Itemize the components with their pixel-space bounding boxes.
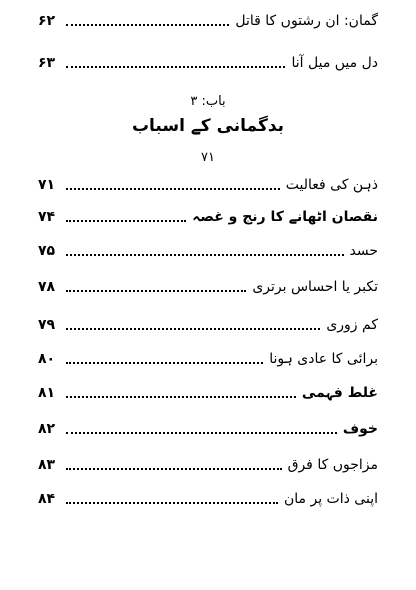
toc-entry-page: ۸۴ [38, 491, 56, 507]
dot-leader [66, 188, 280, 190]
toc-entry [38, 452, 378, 474]
toc-entry-title: مزاجوں کا فرق [287, 457, 378, 473]
toc-entry-page: ۸۱ [38, 385, 56, 401]
toc-entry [38, 204, 378, 226]
toc-entry [38, 172, 378, 194]
toc-entry-page: ۶۲ [38, 13, 56, 29]
dot-leader [66, 432, 337, 434]
dot-leader [66, 290, 246, 292]
toc-entry-title: حسد [349, 243, 378, 259]
toc-entry [38, 380, 378, 402]
toc-entry-page: ۸۳ [38, 457, 56, 473]
toc-entry [38, 238, 378, 260]
chapter-label: باب: ۳ [190, 94, 226, 109]
dot-leader [66, 220, 186, 222]
toc-entry [38, 8, 378, 30]
toc-entry [38, 346, 378, 368]
toc-entry [38, 486, 378, 508]
toc-entry-page: ۷۱ [38, 177, 56, 193]
dot-leader [66, 362, 263, 364]
toc-entry-title: اپنی ذات پر مان [283, 491, 378, 507]
dot-leader [66, 66, 285, 68]
toc-entry-title: غلط فہمی [301, 385, 378, 401]
toc-entry-page: ۸۰ [38, 351, 56, 367]
chapter-page-number: ۷۱ [201, 150, 215, 165]
toc-entry-title: نقصان اٹھانے کا رنج و غصہ [192, 209, 378, 225]
toc-entry-page: ۷۵ [38, 243, 56, 259]
dot-leader [66, 468, 282, 470]
dot-leader [66, 254, 344, 256]
toc-entry-page: ۸۲ [38, 421, 56, 437]
toc-entry-title: برائی کا عادی ہونا [269, 351, 378, 367]
toc-entry [38, 416, 378, 438]
toc-entry-page: ۷۹ [38, 317, 56, 333]
dot-leader [66, 396, 296, 398]
toc-entry-title: دل میں میل آنا [291, 55, 378, 71]
toc-entry-page: ۷۴ [38, 209, 56, 225]
toc-entry-page: ۶۳ [38, 55, 56, 71]
toc-entry-title: تکبر یا احساس برتری [252, 279, 378, 295]
dot-leader [66, 24, 229, 26]
toc-entry [38, 274, 378, 296]
dot-leader [66, 328, 320, 330]
dot-leader [66, 502, 278, 504]
toc-entry-title: گمان: ان رشتوں کا قاتل [235, 13, 378, 29]
toc-entry [38, 50, 378, 72]
chapter-title: بدگمانی کے اسباب [131, 116, 285, 136]
toc-entry [38, 312, 378, 334]
toc-entry-title: کم زوری [326, 317, 378, 333]
toc-entry-title: ذہن کی فعالیت [285, 177, 378, 193]
toc-entry-page: ۷۸ [38, 279, 56, 295]
toc-entry-title: خوف [342, 421, 378, 437]
